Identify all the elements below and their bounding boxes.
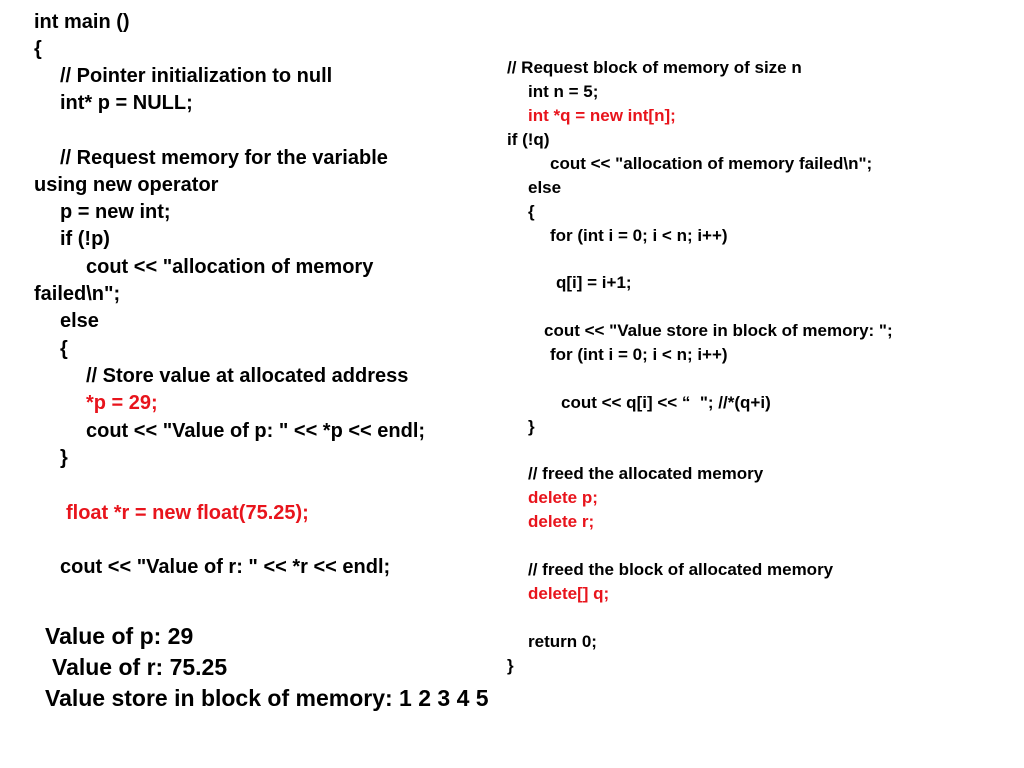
code-line: cout << "Value store in block of memory: ";: [544, 321, 893, 340]
code-line-highlighted: float *r = new float(75.25);: [66, 502, 309, 524]
code-comment: using new operator: [34, 174, 219, 196]
code-line-highlighted: delete[] q;: [528, 584, 610, 603]
code-line: int* p = NULL;: [60, 92, 193, 114]
code-line: int n = 5;: [528, 82, 599, 101]
code-line: cout << "allocation of memory failed\n";: [550, 154, 873, 173]
code-line: }: [507, 656, 514, 675]
code-line: cout << "allocation of memory: [86, 256, 374, 278]
code-line: }: [528, 417, 535, 436]
code-comment: // Store value at allocated address: [86, 365, 409, 387]
code-comment: // freed the allocated memory: [528, 464, 764, 483]
code-line: q[i] = i+1;: [556, 273, 632, 292]
output-line: Value of p: 29: [45, 623, 194, 649]
code-line: cout << q[i] << “ "; //*(q+i): [561, 393, 771, 412]
code-line: p = new int;: [60, 201, 171, 223]
code-comment: // Request memory for the variable: [60, 147, 388, 169]
code-line: if (!q): [507, 130, 550, 149]
code-line-highlighted: *p = 29;: [86, 392, 158, 414]
code-line-highlighted: delete r;: [528, 512, 595, 531]
code-line: else: [60, 310, 99, 332]
code-comment: // freed the block of allocated memory: [528, 560, 834, 579]
code-line: }: [60, 447, 68, 469]
code-line: return 0;: [528, 632, 597, 651]
code-line: int main (): [34, 11, 130, 33]
code-comment: // Pointer initialization to null: [60, 65, 333, 87]
code-line-highlighted: int *q = new int[n];: [528, 106, 676, 125]
code-line: else: [528, 178, 562, 197]
code-line: for (int i = 0; i < n; i++): [550, 345, 728, 364]
code-line: cout << "Value of r: " << *r << endl;: [60, 556, 391, 578]
code-line: failed\n";: [34, 283, 121, 305]
output-line: Value of r: 75.25: [52, 654, 228, 680]
code-line: for (int i = 0; i < n; i++): [550, 226, 728, 245]
code-line: if (!p): [60, 228, 110, 250]
code-line: {: [528, 202, 535, 221]
code-line: {: [34, 38, 42, 60]
code-comment: // Request block of memory of size n: [507, 58, 802, 77]
code-line: cout << "Value of p: " << *p << endl;: [86, 420, 426, 442]
output-line: Value store in block of memory: 1 2 3 4 5: [45, 685, 489, 711]
code-line: {: [60, 338, 68, 360]
code-line-highlighted: delete p;: [528, 488, 598, 507]
